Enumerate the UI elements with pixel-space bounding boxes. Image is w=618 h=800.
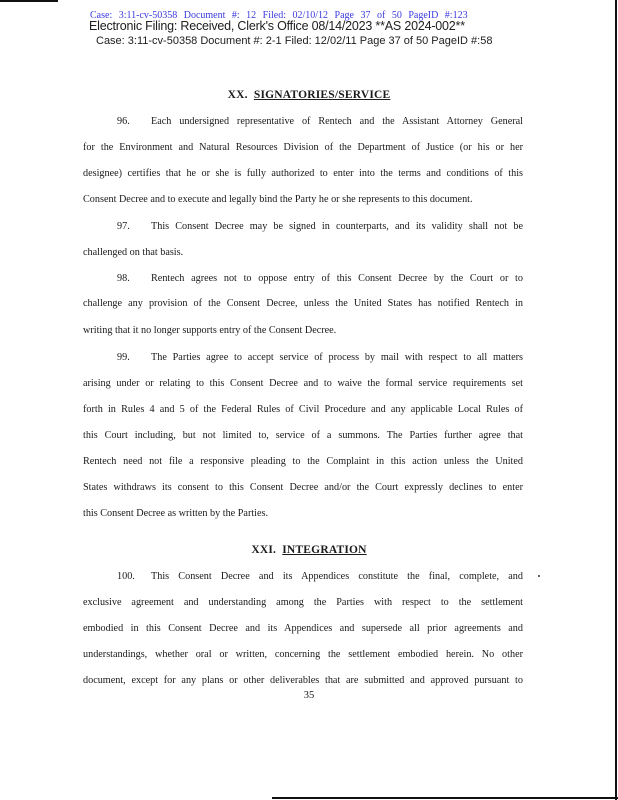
section-number: XXI.	[251, 544, 277, 556]
section-heading-xxi	[0, 544, 618, 556]
paragraph-98-line: challenge any provision of the Consent Decree, unless the United States has notified Rentech in	[83, 298, 523, 309]
electronic-filing-stamp: Electronic Filing: Received, Clerk's Office 08/14/2023 **AS 2024-002**	[89, 19, 465, 33]
paragraph-99-line: arising under or relating to this Consent Decree and to waive the formal service requirements set	[83, 378, 523, 389]
paragraph-number: 99.	[117, 352, 130, 363]
paragraph-number: 97.	[117, 221, 130, 232]
section-number: XX.	[227, 89, 248, 101]
paragraph-96-line: designee) certifies that he or she is fully authorized to enter into the terms and conditions of this	[83, 168, 523, 179]
section-title: SIGNATORIES/SERVICE	[253, 89, 391, 101]
paragraph-100-line: exclusive agreement and understanding among the Parties with respect to the settlement	[83, 597, 523, 608]
paragraph-number: 96.	[117, 116, 130, 127]
paragraph-99-line: Rentech need not file a responsive pleading to the Complaint in this action unless the United	[83, 456, 523, 467]
case-header-line: Case: 3:11-cv-50358 Document #: 2-1 Filed: 12/02/11 Page 37 of 50 PageID #:58	[96, 35, 493, 47]
paragraph-number: 98.	[117, 273, 130, 284]
paragraph-100-line: understandings, whether oral or written, concerning the settlement embodied herein. No other	[83, 649, 523, 660]
paragraph-99-line: this Court including, but not limited to, service of a summons. The Parties further agree that	[83, 430, 523, 441]
paragraph-number: 100.	[117, 571, 135, 582]
page-number: 35	[303, 690, 315, 701]
scan-mark-right	[615, 0, 617, 800]
scan-mark-bottom	[272, 797, 618, 799]
scan-mark-top-left	[0, 0, 58, 2]
paragraph-98-line: writing that it no longer supports entry of the Consent Decree.	[83, 325, 337, 336]
section-heading-xx	[0, 89, 618, 101]
paragraph-96-line: Consent Decree and to execute and legally bind the Party he or she represents to this document.	[83, 194, 473, 205]
paragraph-99-line: forth in Rules 4 and 5 of the Federal Rules of Civil Procedure and any applicable Local Rules of	[83, 404, 523, 415]
paragraph-99-line: 99. The Parties agree to accept service of process by mail with respect to all matters	[117, 352, 523, 363]
court-filing-stamp: Case: 3:11-cv-50358 Document #: 12 Filed: 02/10/12 Page 37 of 50 PageID #:123	[90, 10, 468, 21]
paragraph-96-line: for the Environment and Natural Resources Division of the Department of Justice (or his or her	[83, 142, 523, 153]
paragraph-100-line: document, except for any plans or other deliverables that are submitted and approved pursuant to	[83, 675, 523, 686]
paragraph-97-line: 97. This Consent Decree may be signed in counterparts, and its validity shall not be	[117, 221, 523, 232]
paragraph-100-line: embodied in this Consent Decree and its Appendices and supersede all prior agreements and	[83, 623, 523, 634]
paragraph-96-line: 96. Each undersigned representative of Rentech and the Assistant Attorney General	[117, 116, 523, 127]
paragraph-97-line: challenged on that basis.	[83, 247, 184, 258]
paragraph-99-line: this Consent Decree as written by the Parties.	[83, 508, 269, 519]
paragraph-98-line: 98. Rentech agrees not to oppose entry of this Consent Decree by the Court or to	[117, 273, 523, 284]
paragraph-99-line: States withdraws its consent to this Consent Decree and/or the Court expressly declines to enter	[83, 482, 523, 493]
section-title: INTEGRATION	[282, 544, 367, 556]
scan-speck	[538, 575, 540, 577]
paragraph-100-line: 100. This Consent Decree and its Appendices constitute the final, complete, and	[117, 571, 523, 582]
